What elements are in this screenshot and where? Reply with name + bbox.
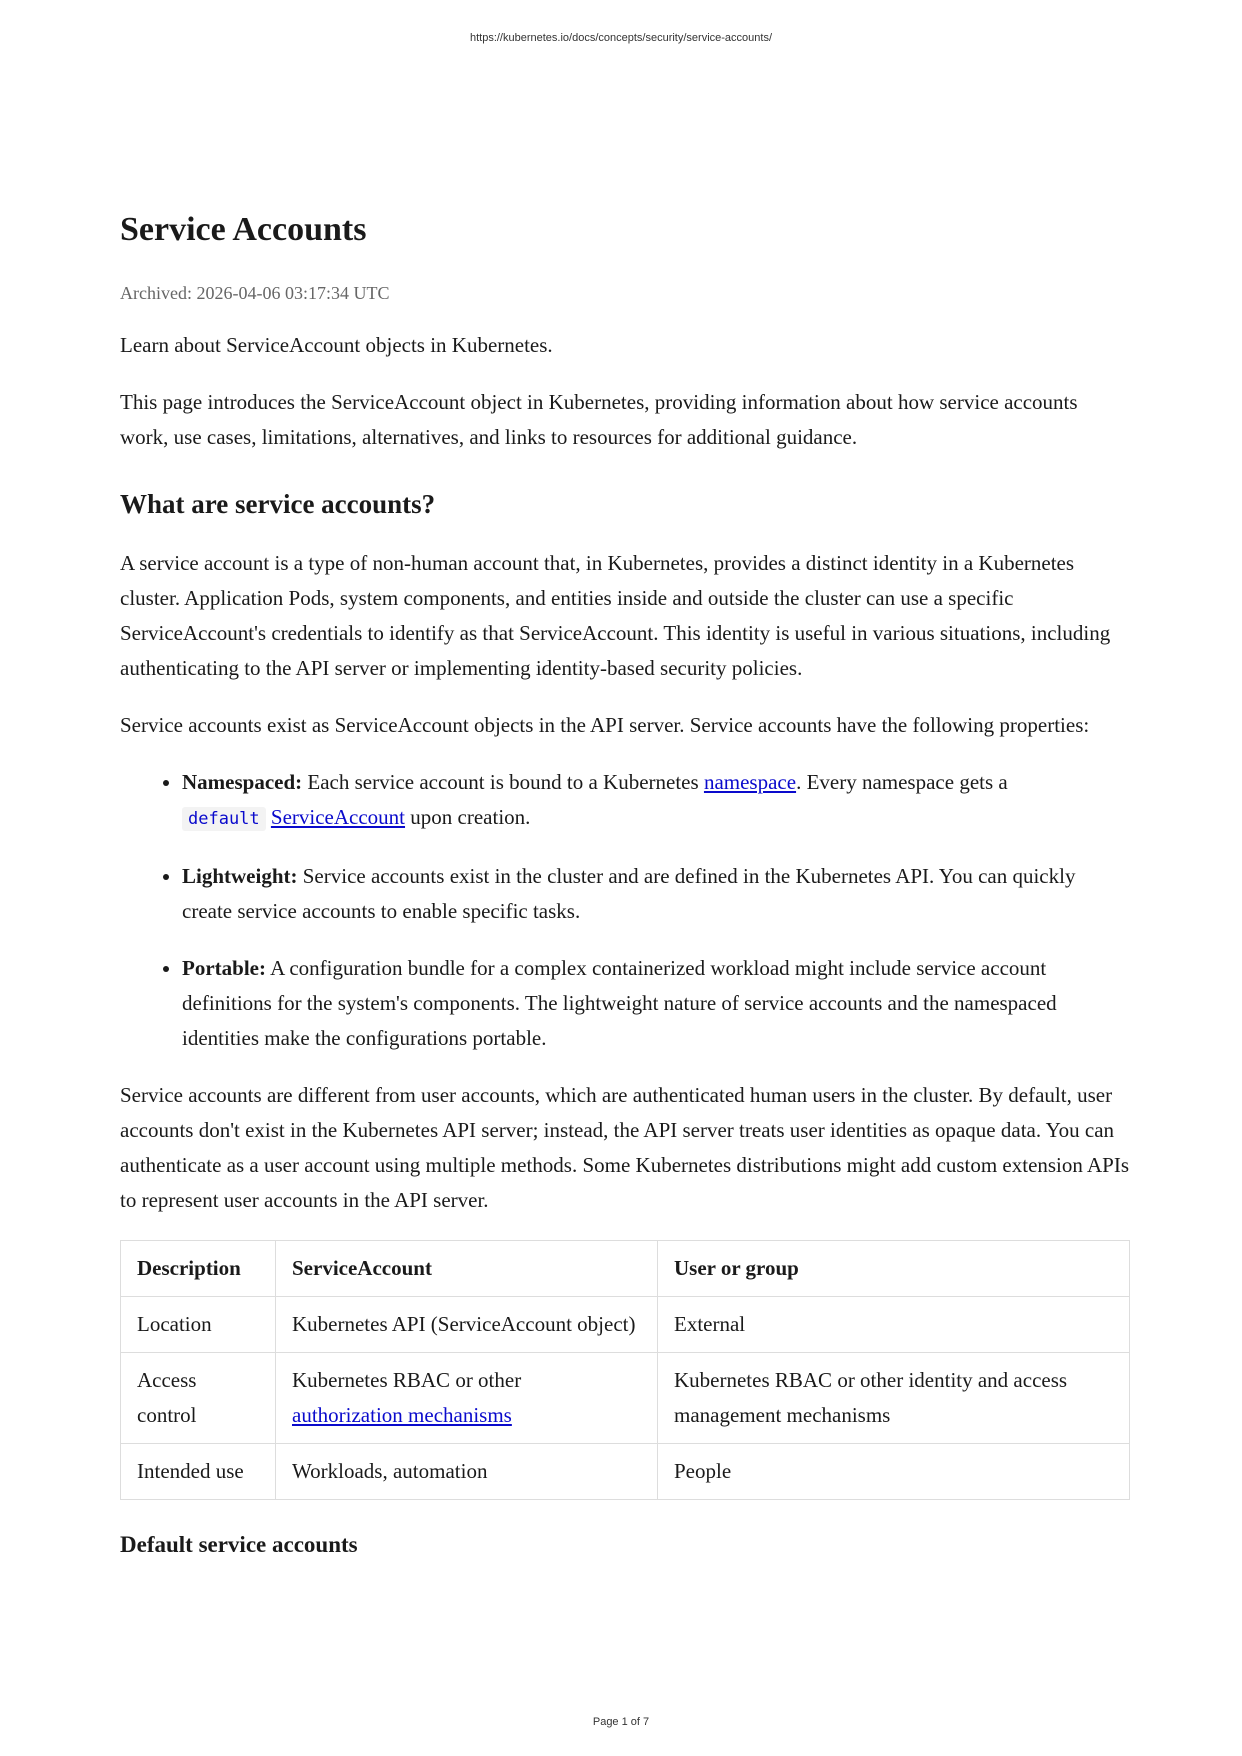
properties-list bbox=[120, 765, 1130, 1056]
property-label: Lightweight: bbox=[182, 864, 298, 889]
definition-paragraph: A service account is a type of non-human account that, in Kubernetes, provides a distinct identity in a Kubernetes cluster. Application Pods, system components, and entities inside and outside the cluster can use a specific ServiceAccount's credentials to identify as that ServiceAccount. This identity is useful in various situations, including authenticating to the API server or implementing identity-based security policies. bbox=[120, 551, 1111, 681]
archived-timestamp: Archived: 2026-04-06 03:17:34 UTC bbox=[120, 282, 390, 303]
list-item: • Lightweight: Service accounts exist in the cluster and are defined in the Kubernetes API. You can quickly create service accounts to enable specific tasks. bbox=[182, 859, 1130, 929]
table-row bbox=[121, 1297, 1130, 1353]
table-cell: Location bbox=[121, 1297, 276, 1353]
property-label: Namespaced: bbox=[182, 770, 303, 795]
default-service-accounts-heading: Default service accounts bbox=[120, 1532, 358, 1558]
page-number: Page 1 of 7 bbox=[592, 1716, 650, 1728]
property-label: Portable: bbox=[182, 956, 266, 981]
table-header-row bbox=[121, 1241, 1130, 1297]
table-cell: Access control bbox=[121, 1353, 276, 1444]
namespace-link[interactable]: namespace bbox=[703, 770, 797, 795]
table-cell: Kubernetes API (ServiceAccount object) bbox=[276, 1297, 658, 1353]
serviceaccount-link[interactable]: ServiceAccount bbox=[270, 805, 406, 830]
default-code: default bbox=[182, 807, 266, 831]
intro-paragraph: This page introduces the ServiceAccount object in Kubernetes, providing information about how service accounts work, use cases, limitations, alternatives, and links to resources for additional guidance. bbox=[120, 389, 1078, 449]
page-title: Service Accounts bbox=[120, 211, 367, 248]
comparison-table bbox=[120, 1240, 1130, 1500]
table-row bbox=[121, 1444, 1130, 1500]
page-url: https://kubernetes.io/docs/concepts/security/service-accounts/ bbox=[469, 32, 773, 44]
article bbox=[120, 210, 1130, 1560]
section-heading: What are service accounts? bbox=[120, 488, 436, 519]
table-cell: Kubernetes RBAC or other identity and access management mechanisms bbox=[658, 1353, 1130, 1444]
table-cell: People bbox=[658, 1444, 1130, 1500]
user-accounts-paragraph: Service accounts are different from user accounts, which are authenticated human users in the cluster. By default, user accounts don't exist in the Kubernetes API server; instead, the API server treats user identities as opaque data. You can authenticate as a user account using multiple methods. Some Kubernetes distributions might add custom extension APIs to represent user accounts in the API server. bbox=[120, 1083, 1129, 1213]
list-item: • Portable: A configuration bundle for a complex containerized workload might include service account definitions for the system's components. The lightweight nature of service accounts and the namespaced identities make the configurations portable. bbox=[182, 951, 1130, 1056]
table-cell: Intended use bbox=[121, 1444, 276, 1500]
table-row bbox=[121, 1353, 1130, 1444]
table-header: User or group bbox=[658, 1241, 1130, 1297]
table-cell: External bbox=[658, 1297, 1130, 1353]
table-header: Description bbox=[121, 1241, 276, 1297]
table-header: ServiceAccount bbox=[276, 1241, 658, 1297]
authorization-mechanisms-link[interactable]: authorization mechanisms bbox=[292, 1403, 512, 1428]
lead-paragraph: Learn about ServiceAccount objects in Kubernetes. bbox=[120, 332, 553, 357]
table-cell: Kubernetes RBAC or other authorization mechanisms bbox=[276, 1353, 658, 1444]
table-cell: Workloads, automation bbox=[276, 1444, 658, 1500]
list-item: • Namespaced: Each service account is bound to a Kubernetes namespace. Every namespace gets a default ServiceAccount upon creation. bbox=[182, 765, 1130, 837]
properties-intro-paragraph: Service accounts exist as ServiceAccount objects in the API server. Service accounts have the following properties: bbox=[120, 713, 1090, 738]
